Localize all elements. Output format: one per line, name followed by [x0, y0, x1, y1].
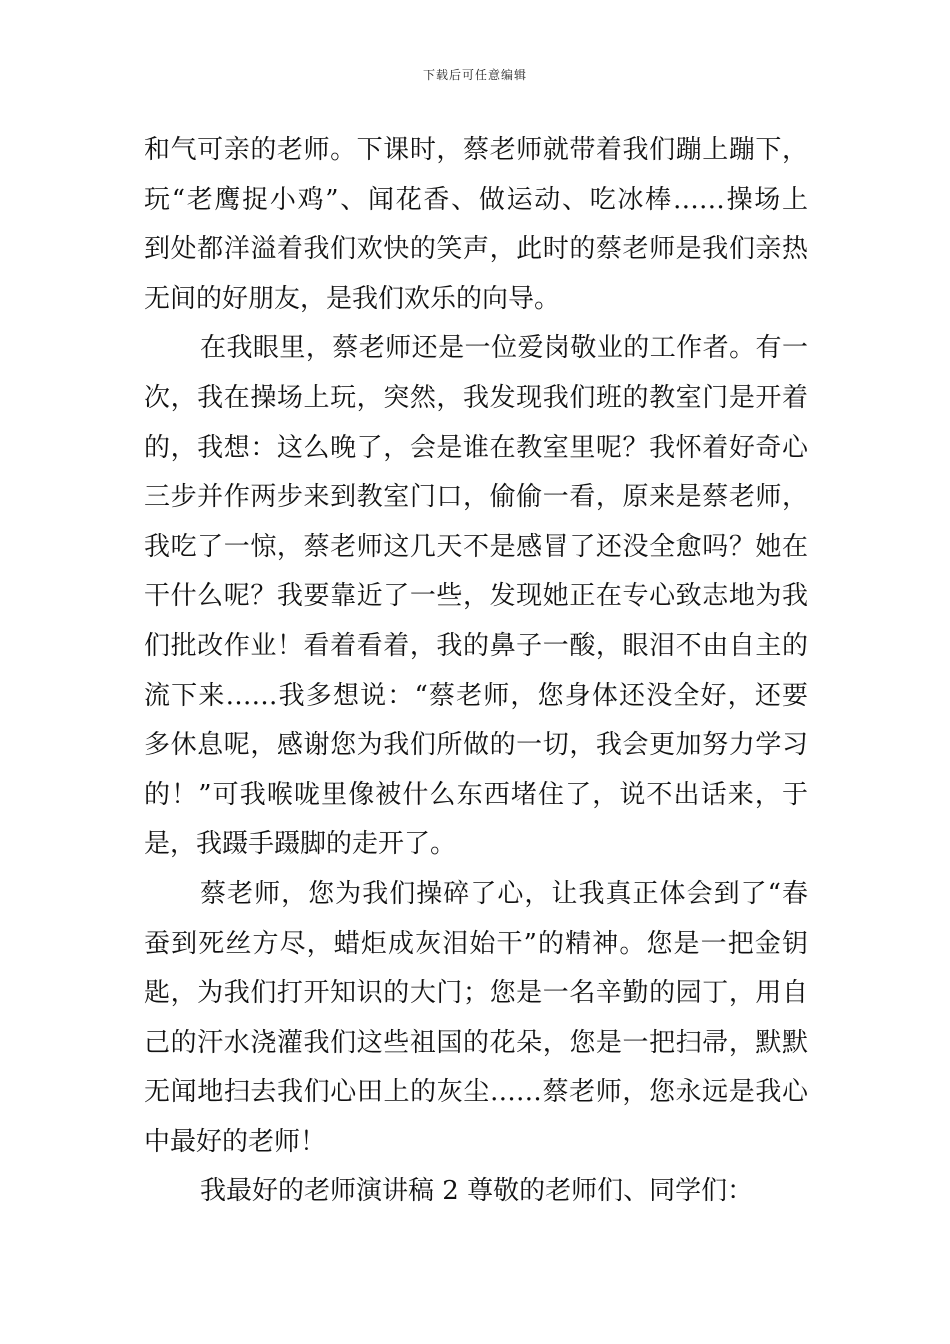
text-line: 的，我想：这么晚了，会是谁在教室里呢？我怀着好奇心 — [144, 432, 808, 463]
text-line: 蚕到死丝方尽，蜡炬成灰泪始干”的精神。您是一把金钥 — [144, 928, 808, 959]
text-line: 匙，为我们打开知识的大门；您是一名辛勤的园丁，用自 — [144, 978, 808, 1009]
page-header: 下载后可任意编辑 — [422, 68, 527, 82]
text-line: 的！”可我喉咙里像被什么东西堵住了，说不出话来，于 — [144, 779, 808, 810]
body-text — [144, 126, 808, 1217]
text-line: 是，我蹑手蹑脚的走开了。 — [144, 829, 457, 860]
text-line: 三步并作两步来到教室门口，偷偷一看，原来是蔡老师， — [144, 482, 808, 513]
text-line: 玩“老鹰捉小鸡”、闻花香、做运动、吃冰棒……操场上 — [144, 184, 808, 215]
text-line: 无间的好朋友，是我们欢乐的向导。 — [144, 283, 561, 314]
text-line: 中最好的老师！ — [144, 1126, 327, 1157]
text-line: 到处都洋溢着我们欢快的笑声，此时的蔡老师是我们亲热 — [144, 234, 808, 265]
text-line: 们批改作业！看着看着，我的鼻子一酸，眼泪不由自主的 — [144, 630, 808, 661]
text-line: 多休息呢，感谢您为我们所做的一切，我会更加努力学习 — [144, 730, 808, 761]
text-line: 我吃了一惊，蔡老师这几天不是感冒了还没全愈吗？她在 — [144, 531, 808, 562]
text-line: 和气可亲的老师。下课时，蔡老师就带着我们蹦上蹦下， — [144, 135, 808, 165]
paragraph-start-line: 我最好的老师演讲稿 2 尊敬的老师们、同学们： — [200, 1176, 754, 1207]
text-line: 次，我在操场上玩，突然，我发现我们班的教室门是开着 — [144, 382, 808, 413]
paragraph-start-line: 在我眼里，蔡老师还是一位爱岗敬业的工作者。有一 — [200, 333, 808, 364]
paragraph-start-line: 蔡老师，您为我们操碎了心，让我真正体会到了“春 — [200, 878, 808, 909]
text-line: 己的汗水浇灌我们这些祖国的花朵，您是一把扫帚，默默 — [144, 1027, 808, 1058]
text-line: 干什么呢？我要靠近了一些，发现她正在专心致志地为我 — [144, 581, 808, 612]
text-line: 无闻地扫去我们心田上的灰尘……蔡老师，您永远是我心 — [144, 1077, 808, 1108]
text-line: 流下来……我多想说：“蔡老师，您身体还没全好，还要 — [144, 680, 808, 711]
